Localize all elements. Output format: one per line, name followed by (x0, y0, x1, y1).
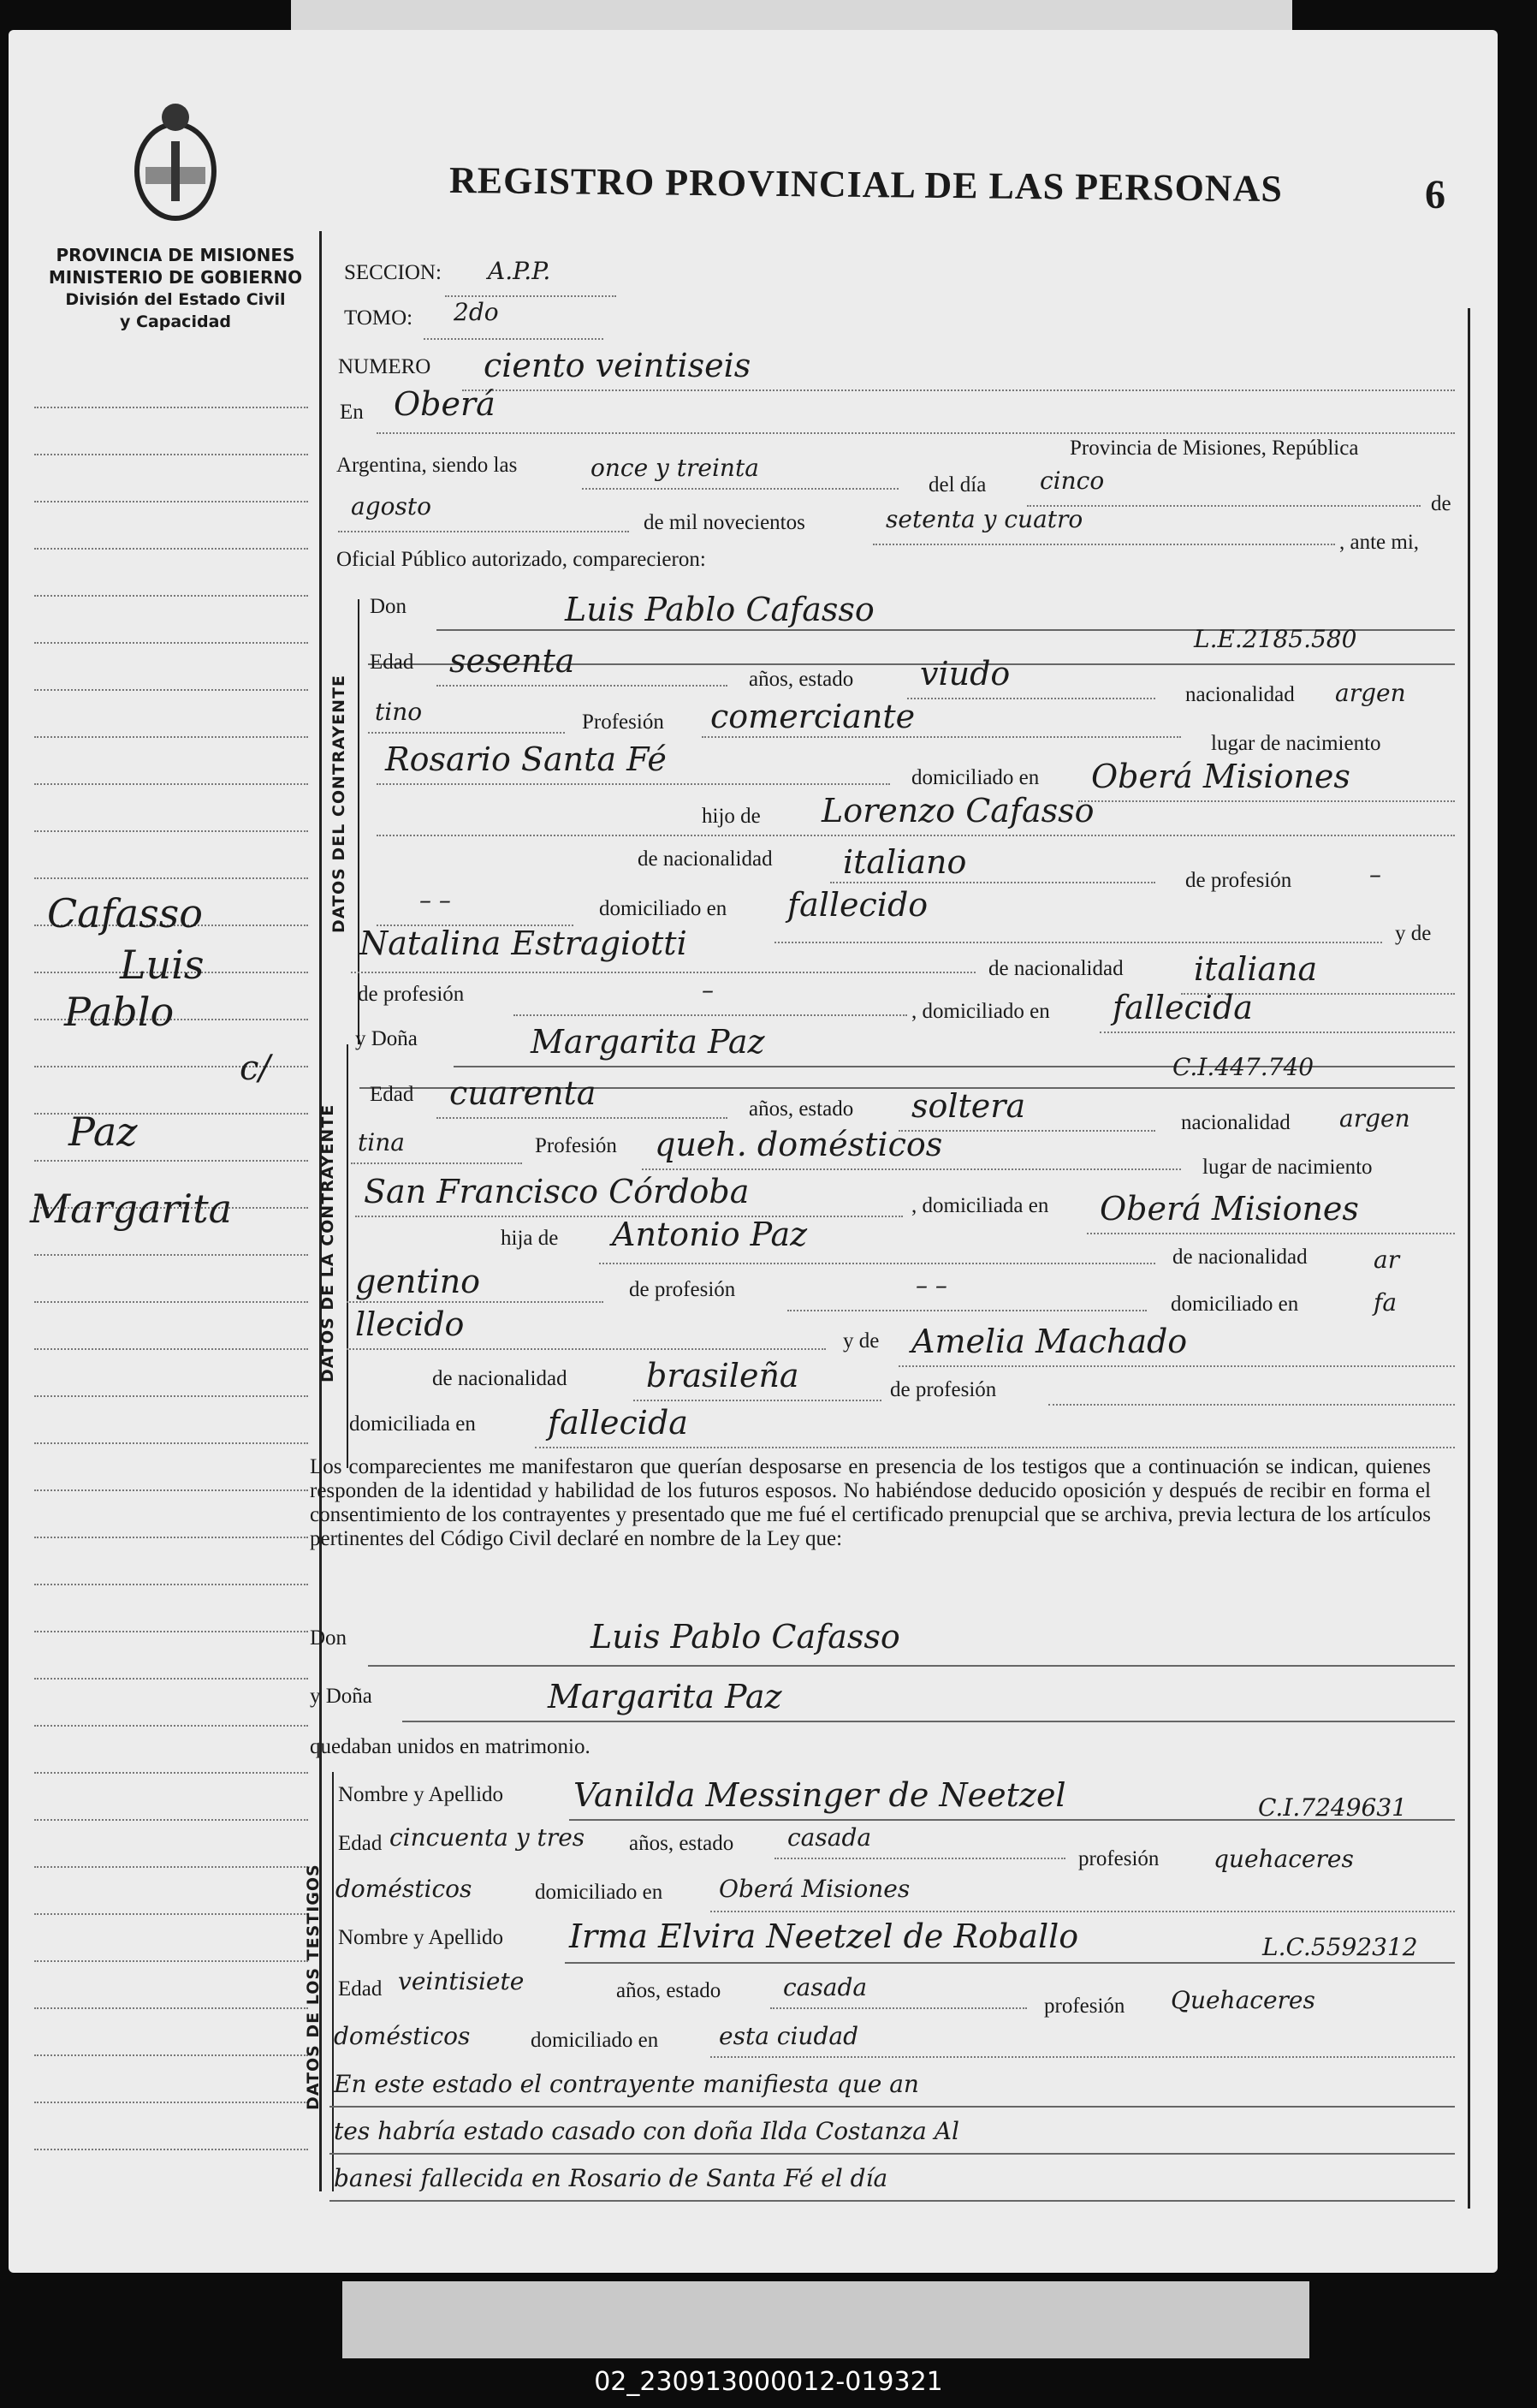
madre-nombre: Natalina Estragiotti (359, 925, 687, 962)
margin-note: Luis (120, 942, 205, 988)
office-line: y Capacidad (120, 312, 231, 331)
provincia-label: Provincia de Misiones, República (1070, 437, 1359, 460)
seccion-label: SECCION: (344, 261, 442, 284)
testigo2-doc: L.C.5592312 (1262, 1933, 1418, 1961)
declared-dona: Margarita Paz (548, 1678, 782, 1715)
testigo1-estado: casada (787, 1823, 872, 1852)
madre-profesion: – (702, 976, 714, 1004)
padre-profesion: – (1369, 860, 1381, 889)
mes-value: agosto (351, 492, 431, 520)
section-bracket (358, 599, 359, 1044)
nombre-apellido-label: Nombre y Apellido (338, 1926, 504, 1949)
madre-domicilio: fallecida (1113, 989, 1253, 1026)
declared-don: Luis Pablo Cafasso (590, 1618, 900, 1656)
anos-estado-label: años, estado (629, 1832, 734, 1855)
margin-note: Paz (68, 1109, 138, 1155)
y-de-label: y de (843, 1329, 880, 1353)
edad-label: Edad (338, 1832, 383, 1855)
profesion-label: profesión (1044, 1995, 1125, 2018)
padre-nacionalidad: italiano (843, 843, 967, 881)
legal-declaration: Los comparecientes me manifestaron que querían desposarse en presencia de los testigos que a continuación se indican, quienes responden de la identidad y habilidad de los futuros esposos. No habiéndose deducido oposición y después de recibir en forma el consentimiento de los contrayentes y presentado que me fué el certificado prenupcial que se archiva, previa lectura de los artículos pertinentes del Código Civil declaré en nombre de la Ley que: (310, 1455, 1431, 1550)
numero-value: ciento veintiseis (484, 347, 751, 384)
contrayente-profesion: comerciante (710, 698, 916, 735)
ante-mi-label: , ante mi, (1339, 531, 1420, 554)
testigo2-domicilio: esta ciudad (719, 2022, 858, 2050)
en-value: Oberá (394, 385, 496, 423)
de-nacionalidad-label: de nacionalidad (1172, 1246, 1308, 1269)
de-nacionalidad-label: de nacionalidad (638, 847, 773, 871)
profesion-label: Profesión (535, 1134, 617, 1157)
section-label: DATOS DEL CONTRAYENTE (329, 675, 348, 933)
de-nacionalidad-label: de nacionalidad (432, 1367, 567, 1390)
testigo2-edad: veintisiete (398, 1967, 525, 1995)
de-label: de (1431, 492, 1451, 515)
edad-label: Edad (370, 1083, 414, 1106)
issuing-office (30, 244, 321, 333)
profesion-label: Profesión (582, 711, 664, 734)
domiciliada-label: , domiciliada en (911, 1194, 1049, 1217)
padre2-nac-cont: gentino (355, 1263, 481, 1300)
edad-label: Edad (370, 651, 414, 674)
domiciliado-label: domiciliado en (535, 1881, 663, 1904)
contrayente-nac: argen (1335, 679, 1406, 707)
padre2-nombre: Antonio Paz (612, 1216, 808, 1253)
hora-value: once y treinta (590, 454, 759, 482)
anio-value: setenta y cuatro (886, 505, 1083, 533)
domiciliado-label: domiciliado en (599, 897, 727, 920)
anos-estado-label: años, estado (749, 668, 854, 691)
seccion-value: A.P.P. (488, 257, 551, 285)
y-dona-label: y Doña (355, 1027, 418, 1050)
profesion-label: profesión (1078, 1847, 1160, 1870)
contrayente-estado: viudo (920, 655, 1011, 693)
padre2-domicilio: fa (1374, 1288, 1398, 1317)
testigo1-edad: cincuenta y tres (389, 1823, 585, 1852)
contrayenta-name: Margarita Paz (531, 1023, 765, 1061)
oficial-label: Oficial Público autorizado, comparecieron: (336, 548, 706, 571)
annotation-line: En este estado el contrayente manifiesta que an (334, 2070, 919, 2098)
don-label: Don (310, 1626, 347, 1650)
contrayente-edad: sesenta (449, 642, 575, 680)
contrayenta-edad: cuarenta (449, 1074, 596, 1112)
don-label: Don (370, 595, 407, 618)
padre2-nac: ar (1374, 1246, 1400, 1274)
office-line: PROVINCIA DE MISIONES (56, 245, 295, 265)
nacionalidad-label: nacionalidad (1185, 683, 1295, 706)
contrayente-lugar: Rosario Santa Fé (385, 740, 667, 778)
hijo-de-label: hijo de (702, 805, 761, 828)
hija-de-label: hija de (501, 1227, 559, 1250)
y-dona-label: y Doña (310, 1685, 372, 1708)
testigo1-nombre: Vanilda Messinger de Neetzel (573, 1776, 1066, 1814)
padre-nombre: Lorenzo Cafasso (822, 792, 1095, 829)
edad-label: Edad (338, 1977, 383, 2001)
anos-estado-label: años, estado (749, 1097, 854, 1121)
contrayenta-estado: soltera (911, 1087, 1026, 1125)
office-line: MINISTERIO DE GOBIERNO (48, 267, 303, 288)
contrayenta-profesion: queh. domésticos (655, 1126, 943, 1163)
contrayenta-nac-cont: tina (358, 1128, 405, 1156)
page-title: REGISTRO PROVINCIAL DE LAS PERSONAS (448, 158, 1284, 211)
testigo1-domicilio: Oberá Misiones (719, 1875, 911, 1903)
de-profesion-label: de profesión (890, 1378, 997, 1401)
y-de-label: y de (1395, 922, 1432, 945)
domiciliado-label: domiciliado en (1171, 1293, 1299, 1316)
domiciliado-label: domiciliado en (531, 2029, 659, 2052)
testigo2-nombre: Irma Elvira Neetzel de Roballo (569, 1917, 1079, 1955)
madre2-nombre: Amelia Machado (911, 1323, 1188, 1360)
annotation-line: tes habría estado casado con doña Ilda Costanza Al (334, 2117, 959, 2145)
lugar-nac-label: lugar de nacimiento (1202, 1156, 1373, 1179)
contrayente-name: Luis Pablo Cafasso (565, 591, 875, 628)
margin-note: Pablo (64, 989, 175, 1035)
office-line: División del Estado Civil (65, 290, 286, 309)
contrayenta-lugar: San Francisco Córdoba (364, 1173, 750, 1210)
coat-of-arms-icon (128, 98, 223, 231)
section-bracket (347, 1044, 348, 1468)
margin-note: Cafasso (47, 890, 203, 936)
tomo-label: TOMO: (344, 306, 413, 330)
contrayenta-doc: C.I.447.740 (1172, 1053, 1314, 1081)
right-border (1468, 308, 1470, 2209)
del-dia-label: del día (929, 473, 987, 496)
padre2-domicilio-cont: llecido (355, 1305, 465, 1343)
madre2-domicilio: fallecida (548, 1404, 688, 1442)
image-caption: 02_230913000012-019321 (594, 2367, 943, 2397)
madre2-nacionalidad: brasileña (646, 1357, 799, 1394)
domiciliado-label: domiciliado en (911, 766, 1040, 789)
quedaban-label: quedaban unidos en matrimonio. (310, 1735, 590, 1758)
madre-nacionalidad: italiana (1194, 950, 1318, 988)
nombre-apellido-label: Nombre y Apellido (338, 1783, 504, 1806)
margin-note: Margarita (30, 1186, 232, 1232)
de-nacionalidad-label: de nacionalidad (988, 957, 1124, 980)
tomo-value: 2do (454, 298, 499, 326)
nacionalidad-label: nacionalidad (1181, 1111, 1291, 1134)
padre-profesion-cont: – – (419, 886, 451, 914)
mil-label: de mil novecientos (644, 511, 805, 534)
lugar-nac-label: lugar de nacimiento (1211, 732, 1381, 755)
dia-value: cinco (1040, 467, 1105, 495)
de-profesion-label: de profesión (1185, 869, 1292, 892)
en-label: En (340, 401, 364, 424)
domiciliado-label: , domiciliado en (911, 1000, 1050, 1023)
testigo1-profesion-cont: domésticos (335, 1875, 472, 1903)
contrayenta-domicilio: Oberá Misiones (1100, 1190, 1359, 1228)
de-profesion-label: de profesión (358, 983, 465, 1006)
background-paper-bottom (342, 2281, 1309, 2358)
testigo2-profesion-cont: domésticos (334, 2022, 471, 2050)
anos-estado-label: años, estado (616, 1979, 721, 2002)
de-profesion-label: de profesión (629, 1278, 736, 1301)
numero-label: NUMERO (338, 355, 431, 378)
section-label: DATOS DE LA CONTRAYENTE (318, 1103, 337, 1382)
contrayente-doc: L.E.2185.580 (1194, 625, 1357, 653)
padre-domicilio: fallecido (787, 886, 929, 924)
section-label: DATOS DE LOS TESTIGOS (304, 1864, 323, 2110)
testigo1-profesion: quehaceres (1214, 1845, 1354, 1873)
margin-note: c/ (240, 1049, 270, 1088)
contrayente-nac-cont: tino (375, 698, 423, 726)
testigo2-estado: casada (783, 1973, 868, 2001)
testigo2-profesion: Quehaceres (1171, 1986, 1315, 2014)
annotation-line: banesi fallecida en Rosario de Santa Fé el día (334, 2164, 888, 2192)
testigo1-doc: C.I.7249631 (1258, 1793, 1407, 1822)
padre2-profesion: – – (916, 1271, 947, 1299)
contrayenta-nac: argen (1339, 1104, 1410, 1133)
argentina-label: Argentina, siendo las (336, 454, 518, 477)
background-paper-top (291, 0, 1292, 34)
domiciliada-label: domiciliada en (349, 1412, 476, 1436)
contrayente-domicilio: Oberá Misiones (1091, 758, 1350, 795)
page-number: 6 (1425, 172, 1445, 217)
